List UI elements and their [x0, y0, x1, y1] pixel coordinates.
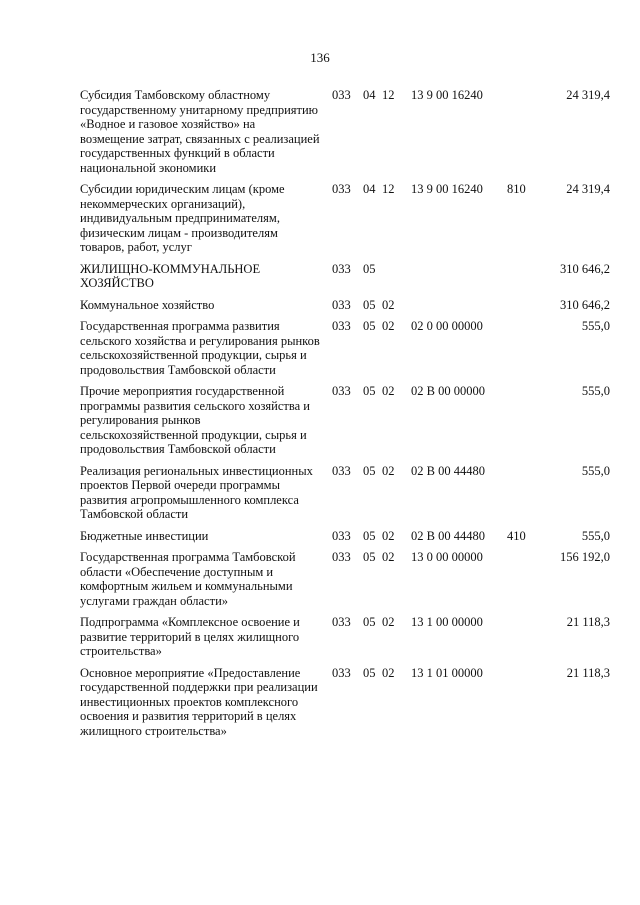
- ministry-code: 033: [332, 384, 351, 398]
- amount: 555,0: [581, 384, 610, 398]
- target-article-code: 02 0 00 00000: [411, 319, 483, 333]
- subsection-code: 02: [382, 463, 395, 478]
- subsection-code: 02: [382, 319, 395, 333]
- target-article-code: 02 В 00 44480: [411, 528, 485, 543]
- section-code: 05: [363, 297, 376, 312]
- amount: 24 319,4: [566, 88, 610, 102]
- amount: 555,0: [581, 463, 610, 478]
- subsection-code: 02: [382, 297, 395, 312]
- section-code: 05: [363, 665, 376, 680]
- target-article-code: 02 В 00 00000: [411, 384, 485, 398]
- subsection-code: 12: [382, 182, 395, 196]
- ministry-code: 033: [332, 615, 351, 629]
- budget-table: [80, 88, 610, 745]
- table-row: [80, 298, 610, 313]
- ministry-code: 033: [332, 261, 351, 276]
- target-article-code: 13 9 00 16240: [411, 88, 483, 102]
- table-row: [80, 666, 610, 739]
- section-code: 04: [363, 88, 376, 102]
- target-article-code: 13 1 00 00000: [411, 615, 483, 629]
- ministry-code: 033: [332, 182, 351, 196]
- target-article-code: 13 9 00 16240: [411, 182, 483, 196]
- section-code: 05: [363, 261, 376, 276]
- ministry-code: 033: [332, 88, 351, 102]
- page-number: 136: [310, 50, 330, 65]
- table-row: [80, 182, 610, 255]
- row-name: Государственная программа Тамбовской области «Обеспечение доступным и комфортным жильем и коммунальными услугами граждан области»: [80, 550, 296, 608]
- row-name: Подпрограмма «Комплексное освоение и развитие территорий в целях жилищного строительства»: [80, 615, 300, 658]
- subsection-code: 02: [382, 665, 395, 680]
- ministry-code: 033: [332, 297, 351, 312]
- target-article-code: 13 1 01 00000: [411, 665, 483, 680]
- row-name: Субсидии юридическим лицам (кроме некоммерческих организаций), индивидуальным предпринимателям, физическим лицам - производителям товаров, работ, услуг: [80, 182, 285, 254]
- table-row: [80, 262, 610, 291]
- row-name: Государственная программа развития сельского хозяйства и регулирования рынков сельскохозяйственной продукции, сырья и продовольствия Тамбовской области: [80, 319, 320, 377]
- ministry-code: 033: [332, 463, 351, 478]
- section-code: 05: [363, 550, 376, 564]
- subsection-code: 02: [382, 528, 395, 543]
- table-row: [80, 464, 610, 522]
- section-code: 05: [363, 615, 376, 629]
- table-row: [80, 529, 610, 544]
- ministry-code: 033: [332, 528, 351, 543]
- subsection-code: 12: [382, 88, 395, 102]
- table-row: [80, 384, 610, 457]
- row-name: Прочие мероприятия государственной программы развития сельского хозяйства и регулирования рынков сельскохозяйственной продукции, сырья и продовольствия Тамбовской области: [80, 384, 310, 456]
- target-article-code: 02 В 00 44480: [411, 463, 485, 478]
- row-name: Основное мероприятие «Предоставление государственной поддержки при реализации инвестиционных проектов комплексного освоения и развития территорий в целях жилищного строительства»: [80, 665, 318, 738]
- row-name: ЖИЛИЩНО-КОММУНАЛЬНОЕ ХОЗЯЙСТВО: [80, 261, 261, 290]
- row-name: Реализация региональных инвестиционных проектов Первой очереди программы развития агропромышленного комплекса Тамбовской области: [80, 463, 313, 521]
- expense-kind-code: 810: [507, 182, 526, 196]
- table-row: [80, 319, 610, 377]
- amount: 310 646,2: [560, 261, 610, 276]
- amount: 156 192,0: [560, 550, 610, 564]
- section-code: 05: [363, 319, 376, 333]
- target-article-code: 13 0 00 00000: [411, 550, 483, 564]
- ministry-code: 033: [332, 665, 351, 680]
- subsection-code: 02: [382, 384, 395, 398]
- amount: 555,0: [581, 319, 610, 333]
- subsection-code: 02: [382, 615, 395, 629]
- ministry-code: 033: [332, 319, 351, 333]
- amount: 21 118,3: [566, 615, 610, 629]
- table-row: [80, 88, 610, 175]
- table-row: [80, 615, 610, 659]
- section-code: 04: [363, 182, 376, 196]
- row-name: Коммунальное хозяйство: [80, 297, 215, 312]
- subsection-code: 02: [382, 550, 395, 564]
- amount: 310 646,2: [560, 297, 610, 312]
- table-row: [80, 550, 610, 608]
- section-code: 05: [363, 528, 376, 543]
- expense-kind-code: 410: [507, 528, 526, 543]
- row-name: Субсидия Тамбовскому областному государственному унитарному предприятию «Водное и газовое хозяйство» на возмещение затрат, связанных с реализацией государственных функций в области национальной экономики: [80, 88, 320, 175]
- amount: 21 118,3: [566, 665, 610, 680]
- ministry-code: 033: [332, 550, 351, 564]
- amount: 555,0: [581, 528, 610, 543]
- row-name: Бюджетные инвестиции: [80, 528, 209, 543]
- amount: 24 319,4: [566, 182, 610, 196]
- section-code: 05: [363, 384, 376, 398]
- section-code: 05: [363, 463, 376, 478]
